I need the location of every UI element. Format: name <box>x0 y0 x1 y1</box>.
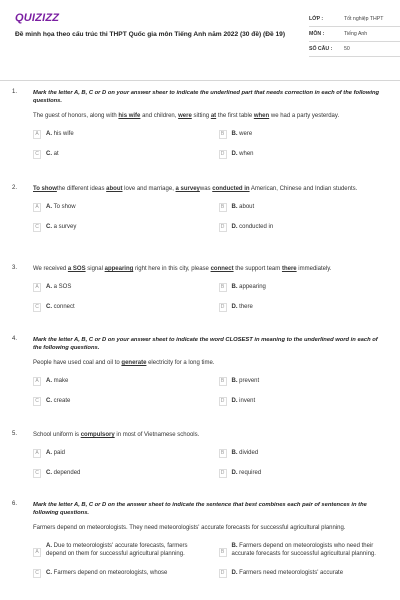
option-letter-box: A <box>33 377 41 386</box>
question-stem: The guest of honors, along with his wife and children, were sitting at the first table when we had a party yesterday. <box>33 113 340 119</box>
option-letter-box: A <box>33 283 41 292</box>
option-text: Farmers depend on meteorologists who need their accurate forecasts for successful agricultural planning. <box>231 543 376 557</box>
option-label: C. <box>46 570 52 576</box>
option-text: a SOS <box>53 284 72 290</box>
question-instruction: Mark the letter A, B, C or D on your answer sheer to indicate the underlined part that needs correction in each of the following questions. <box>33 90 380 104</box>
meta-key: LỚP : <box>309 16 324 22</box>
option-text: Farmers depend on meteorologists, whose <box>53 570 168 576</box>
meta-value: Tiếng Anh <box>344 31 368 37</box>
option-b[interactable] <box>219 130 389 139</box>
option-text: paid <box>53 450 66 456</box>
header <box>15 12 387 72</box>
options-grid <box>33 203 388 232</box>
option-text: his wife <box>53 131 74 137</box>
meta-key: MÔN : <box>309 31 325 37</box>
option-text: at <box>53 151 59 157</box>
option-letter-box: C <box>33 569 41 578</box>
quizizz-logo: QUIZIZZ <box>15 12 60 24</box>
option-a[interactable] <box>33 130 203 139</box>
option-text: make <box>53 378 69 384</box>
question-stem: People have used coal and oil to generate electricity for a long time. <box>33 360 215 366</box>
option-letter-box: A <box>33 449 41 458</box>
question-1 <box>12 89 388 159</box>
option-label: B. <box>231 543 238 549</box>
option-label: D. <box>231 470 238 476</box>
question-number: 2. <box>12 185 18 191</box>
option-letter-box: D <box>219 469 227 478</box>
question-number: 6. <box>12 501 18 507</box>
option-text: there <box>239 304 253 310</box>
option-a[interactable] <box>33 203 203 212</box>
option-letter-box: B <box>219 377 227 386</box>
option-letter-box: B <box>219 283 227 292</box>
option-c[interactable] <box>33 469 203 478</box>
option-c[interactable] <box>33 150 203 159</box>
option-text: were <box>239 131 253 137</box>
option-letter-box: C <box>33 150 41 159</box>
question-number: 4. <box>12 336 18 342</box>
option-text: appearing <box>239 284 266 290</box>
option-a[interactable] <box>33 283 203 292</box>
question-number: 3. <box>12 265 18 271</box>
option-a[interactable] <box>33 542 203 558</box>
option-d[interactable] <box>219 223 389 232</box>
option-letter-box: D <box>219 303 227 312</box>
option-label: B. <box>231 450 238 456</box>
option-label: C. <box>46 224 52 230</box>
option-letter-box: A <box>33 548 41 557</box>
option-letter-box: D <box>219 223 227 232</box>
question-stem: Farmers depend on meteorologists. They need meteorologists' accurate forecasts for successful agricultural planning. <box>33 525 346 531</box>
question-4 <box>12 336 388 406</box>
option-letter-box: C <box>33 303 41 312</box>
option-label: B. <box>231 131 238 137</box>
option-text: when <box>239 151 254 157</box>
option-label: D. <box>231 398 238 404</box>
options-grid <box>33 449 388 478</box>
option-c[interactable] <box>33 223 203 232</box>
meta-row-subject <box>309 27 400 42</box>
question-instruction: Mark the letter A, B, C or D on the answer sheet to indicate the sentence that best combines each pair of sentences in the following questions. <box>33 502 367 516</box>
option-text: prevent <box>239 378 260 384</box>
option-label: D. <box>231 151 238 157</box>
option-letter-box: A <box>33 130 41 139</box>
question-stem: We received a SOS signal appearing right here in this city, please connect the support team there immediately. <box>33 266 332 272</box>
option-d[interactable] <box>219 469 389 478</box>
option-label: B. <box>231 284 238 290</box>
option-d[interactable] <box>219 397 389 406</box>
option-b[interactable] <box>219 377 389 386</box>
option-label: A. <box>46 284 52 290</box>
option-letter-box: C <box>33 397 41 406</box>
meta-value: Tốt nghiệp THPT <box>344 16 384 22</box>
meta-row-count <box>309 42 400 57</box>
option-letter-box: D <box>219 150 227 159</box>
option-letter-box: D <box>219 397 227 406</box>
option-letter-box: B <box>219 449 227 458</box>
options-grid <box>33 283 388 312</box>
meta-table <box>309 12 400 57</box>
option-b[interactable] <box>219 283 389 292</box>
option-text: required <box>239 470 262 476</box>
option-label: B. <box>231 378 238 384</box>
option-letter-box: B <box>219 203 227 212</box>
option-text: divided <box>239 450 259 456</box>
question-stem: School uniform is compulsory in most of Vietnamese schools. <box>33 432 200 438</box>
option-b[interactable] <box>219 449 389 458</box>
document-title: Đề minh họa theo cấu trúc thi THPT Quốc gia môn Tiếng Anh năm 2022 (30 đề) (Đề 19) <box>15 31 286 38</box>
meta-row-class <box>309 12 400 27</box>
option-text: invent <box>239 398 256 404</box>
option-text: conducted in <box>239 224 274 230</box>
option-label: C. <box>46 151 52 157</box>
option-text: To show <box>53 204 76 210</box>
option-label: A. <box>46 450 52 456</box>
option-d[interactable] <box>219 150 389 159</box>
meta-value: 50 <box>344 46 350 52</box>
option-b[interactable] <box>219 203 389 212</box>
option-letter-box: A <box>33 203 41 212</box>
question-3 <box>12 265 388 312</box>
option-b[interactable] <box>219 542 389 558</box>
option-letter-box: B <box>219 130 227 139</box>
question-instruction: Mark the letter A, B, C or D on your answer sheet to indicate the word CLOSEST in meaning to the underlined word in each of the following questions. <box>33 337 378 351</box>
option-label: C. <box>46 398 52 404</box>
question-6 <box>12 501 388 578</box>
option-text: create <box>53 398 71 404</box>
option-text: depended <box>53 470 81 476</box>
option-d[interactable] <box>219 303 389 312</box>
question-stem: To showthe different ideas about love and marriage, a surveywas conducted in American, Chinese and Indian students. <box>33 186 358 192</box>
option-label: B. <box>231 204 238 210</box>
option-c[interactable] <box>33 303 203 312</box>
option-text: Due to meteorologists' accurate forecasts, farmers depend on them for successful agricultural planning. <box>46 543 188 557</box>
option-label: A. <box>46 543 52 549</box>
option-label: D. <box>231 570 238 576</box>
options-grid <box>33 377 388 406</box>
meta-key: SỐ CÂU : <box>309 46 333 52</box>
option-label: C. <box>46 470 52 476</box>
question-number: 1. <box>12 89 18 95</box>
option-label: A. <box>46 378 52 384</box>
option-label: A. <box>46 131 52 137</box>
option-label: C. <box>46 304 52 310</box>
option-label: D. <box>231 304 238 310</box>
option-a[interactable] <box>33 449 203 458</box>
question-number: 5. <box>12 431 18 437</box>
option-c[interactable] <box>33 569 203 578</box>
option-text: Farmers need meteorologists' accurate <box>239 570 344 576</box>
option-letter-box: D <box>219 569 227 578</box>
options-grid <box>33 130 388 159</box>
option-text: connect <box>53 304 75 310</box>
option-letter-box: C <box>33 223 41 232</box>
option-label: D. <box>231 224 238 230</box>
option-text: a survey <box>53 224 77 230</box>
option-d[interactable] <box>219 569 389 578</box>
option-text: about <box>239 204 255 210</box>
header-divider <box>0 80 400 81</box>
option-letter-box: B <box>219 548 227 557</box>
question-2 <box>12 185 388 232</box>
question-5 <box>12 431 388 478</box>
option-label: A. <box>46 204 52 210</box>
option-c[interactable] <box>33 397 203 406</box>
option-a[interactable] <box>33 377 203 386</box>
option-letter-box: C <box>33 469 41 478</box>
options-grid <box>33 542 388 578</box>
